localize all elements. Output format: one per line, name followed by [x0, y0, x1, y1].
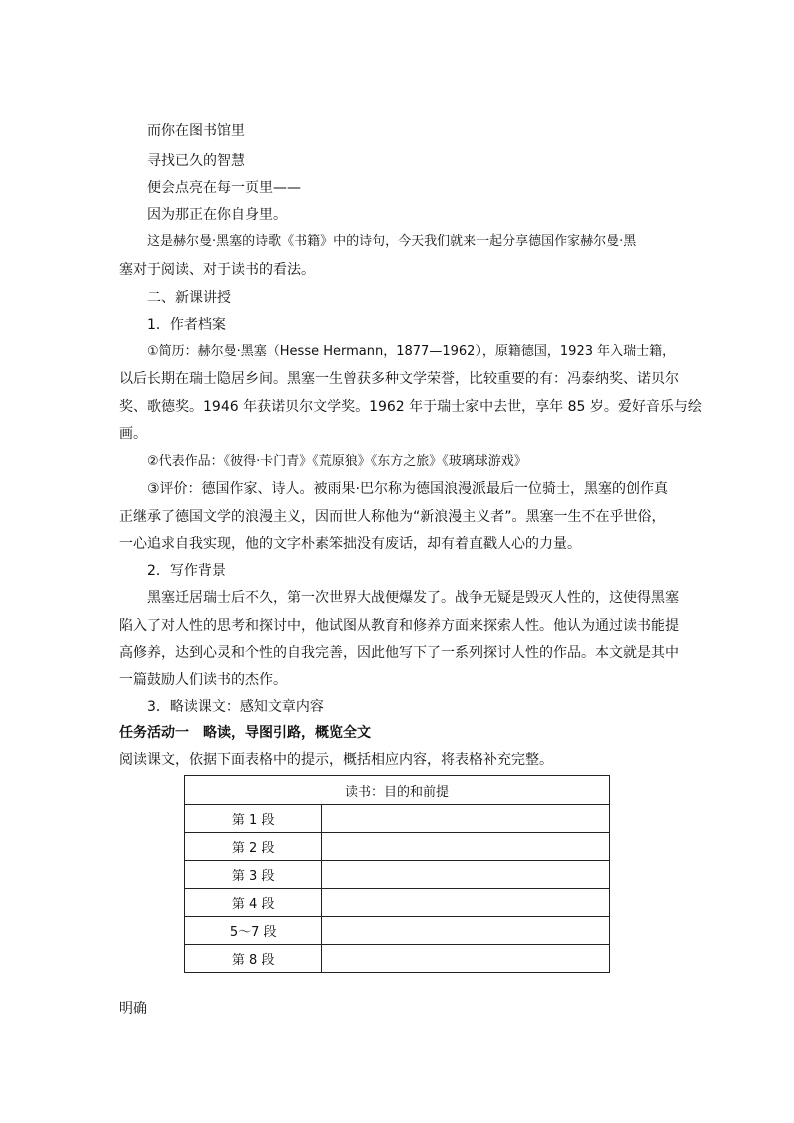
background-line-3: 高修养，达到心灵和个性的自我完善，因此他写下了一系列探讨人性的作品。本文就是其中	[119, 645, 679, 661]
review-line-2: 正继承了德国文学的浪漫主义，因而世人称他为“新浪漫主义者”。黑塞一生不在乎世俗，	[119, 509, 666, 525]
subsection-skim-reading: 3．略读课文：感知文章内容	[147, 699, 324, 715]
row-answer-cell[interactable]	[322, 917, 610, 945]
summary-table	[184, 775, 610, 973]
background-line-2: 陷入了对人性的思考和探讨中，他试图从教育和修养方面来探索人性。他认为通过读书能提	[119, 618, 679, 634]
row-answer-cell[interactable]	[322, 889, 610, 917]
poem-line-4: 因为那正在你自身里。	[147, 207, 287, 223]
intro-line-1: 这是赫尔曼·黑塞的诗歌《书籍》中的诗句，今天我们就来一起分享德国作家赫尔曼·黑	[147, 234, 637, 249]
bio-line-3: 奖、歌德奖。1946 年获诺贝尔文学奖。1962 年于瑞士家中去世，享年 85 岁。爱好音乐与绘	[119, 399, 702, 415]
poem-line-3: 便会点亮在每一页里——	[147, 180, 301, 196]
background-line-1: 黑塞迁居瑞士后不久，第一次世界大战便爆发了。战争无疑是毁灭人性的，这使得黑塞	[147, 590, 679, 606]
table-row	[185, 917, 610, 945]
table-row	[185, 833, 610, 861]
table-row	[185, 861, 610, 889]
bio-line-1: ①简历：赫尔曼·黑塞（Hesse Hermann，1877—1962），原籍德国，1923 年入瑞士籍，	[147, 344, 676, 359]
row-label: 5～7 段	[185, 917, 322, 945]
subsection-writing-background: 2．写作背景	[147, 563, 226, 579]
poem-line-1: 而你在图书馆里	[147, 123, 245, 139]
row-label: 第 8 段	[185, 945, 322, 973]
background-line-4: 一篇鼓励人们读书的杰作。	[119, 672, 287, 688]
row-label: 第 4 段	[185, 889, 322, 917]
table-row	[185, 805, 610, 833]
bio-line-4: 画。	[119, 426, 147, 442]
row-answer-cell[interactable]	[322, 805, 610, 833]
task-title: 任务活动一 略读，导图引路，概览全文	[119, 725, 371, 741]
table-header-row	[185, 776, 610, 805]
row-label: 第 3 段	[185, 861, 322, 889]
table-row	[185, 945, 610, 973]
closing-label: 明确	[119, 1001, 147, 1017]
row-answer-cell[interactable]	[322, 945, 610, 973]
table-header: 读书：目的和前提	[185, 776, 610, 805]
bio-line-2: 以后长期在瑞士隐居乡间。黑塞一生曾获多种文学荣誉，比较重要的有：冯泰纳奖、诺贝尔	[119, 371, 679, 387]
representative-works: ②代表作品：《彼得·卡门青》《荒原狼》《东方之旅》《玻璃球游戏》	[147, 454, 527, 469]
subsection-author-profile: 1．作者档案	[147, 317, 226, 333]
row-label: 第 2 段	[185, 833, 322, 861]
row-label: 第 1 段	[185, 805, 322, 833]
review-line-3: 一心追求自我实现，他的文字朴素笨拙没有废话，却有着直戳人心的力量。	[119, 536, 581, 552]
intro-line-2: 塞对于阅读、对于读书的看法。	[119, 262, 315, 278]
table-row	[185, 889, 610, 917]
task-instruction: 阅读课文，依据下面表格中的提示，概括相应内容，将表格补充完整。	[119, 752, 553, 768]
review-line-1: ③评价：德国作家、诗人。被雨果·巴尔称为德国浪漫派最后一位骑士，黑塞的创作真	[147, 481, 668, 497]
poem-line-2: 寻找已久的智慧	[147, 153, 245, 169]
row-answer-cell[interactable]	[322, 861, 610, 889]
row-answer-cell[interactable]	[322, 833, 610, 861]
section-heading: 二、新课讲授	[147, 290, 231, 306]
